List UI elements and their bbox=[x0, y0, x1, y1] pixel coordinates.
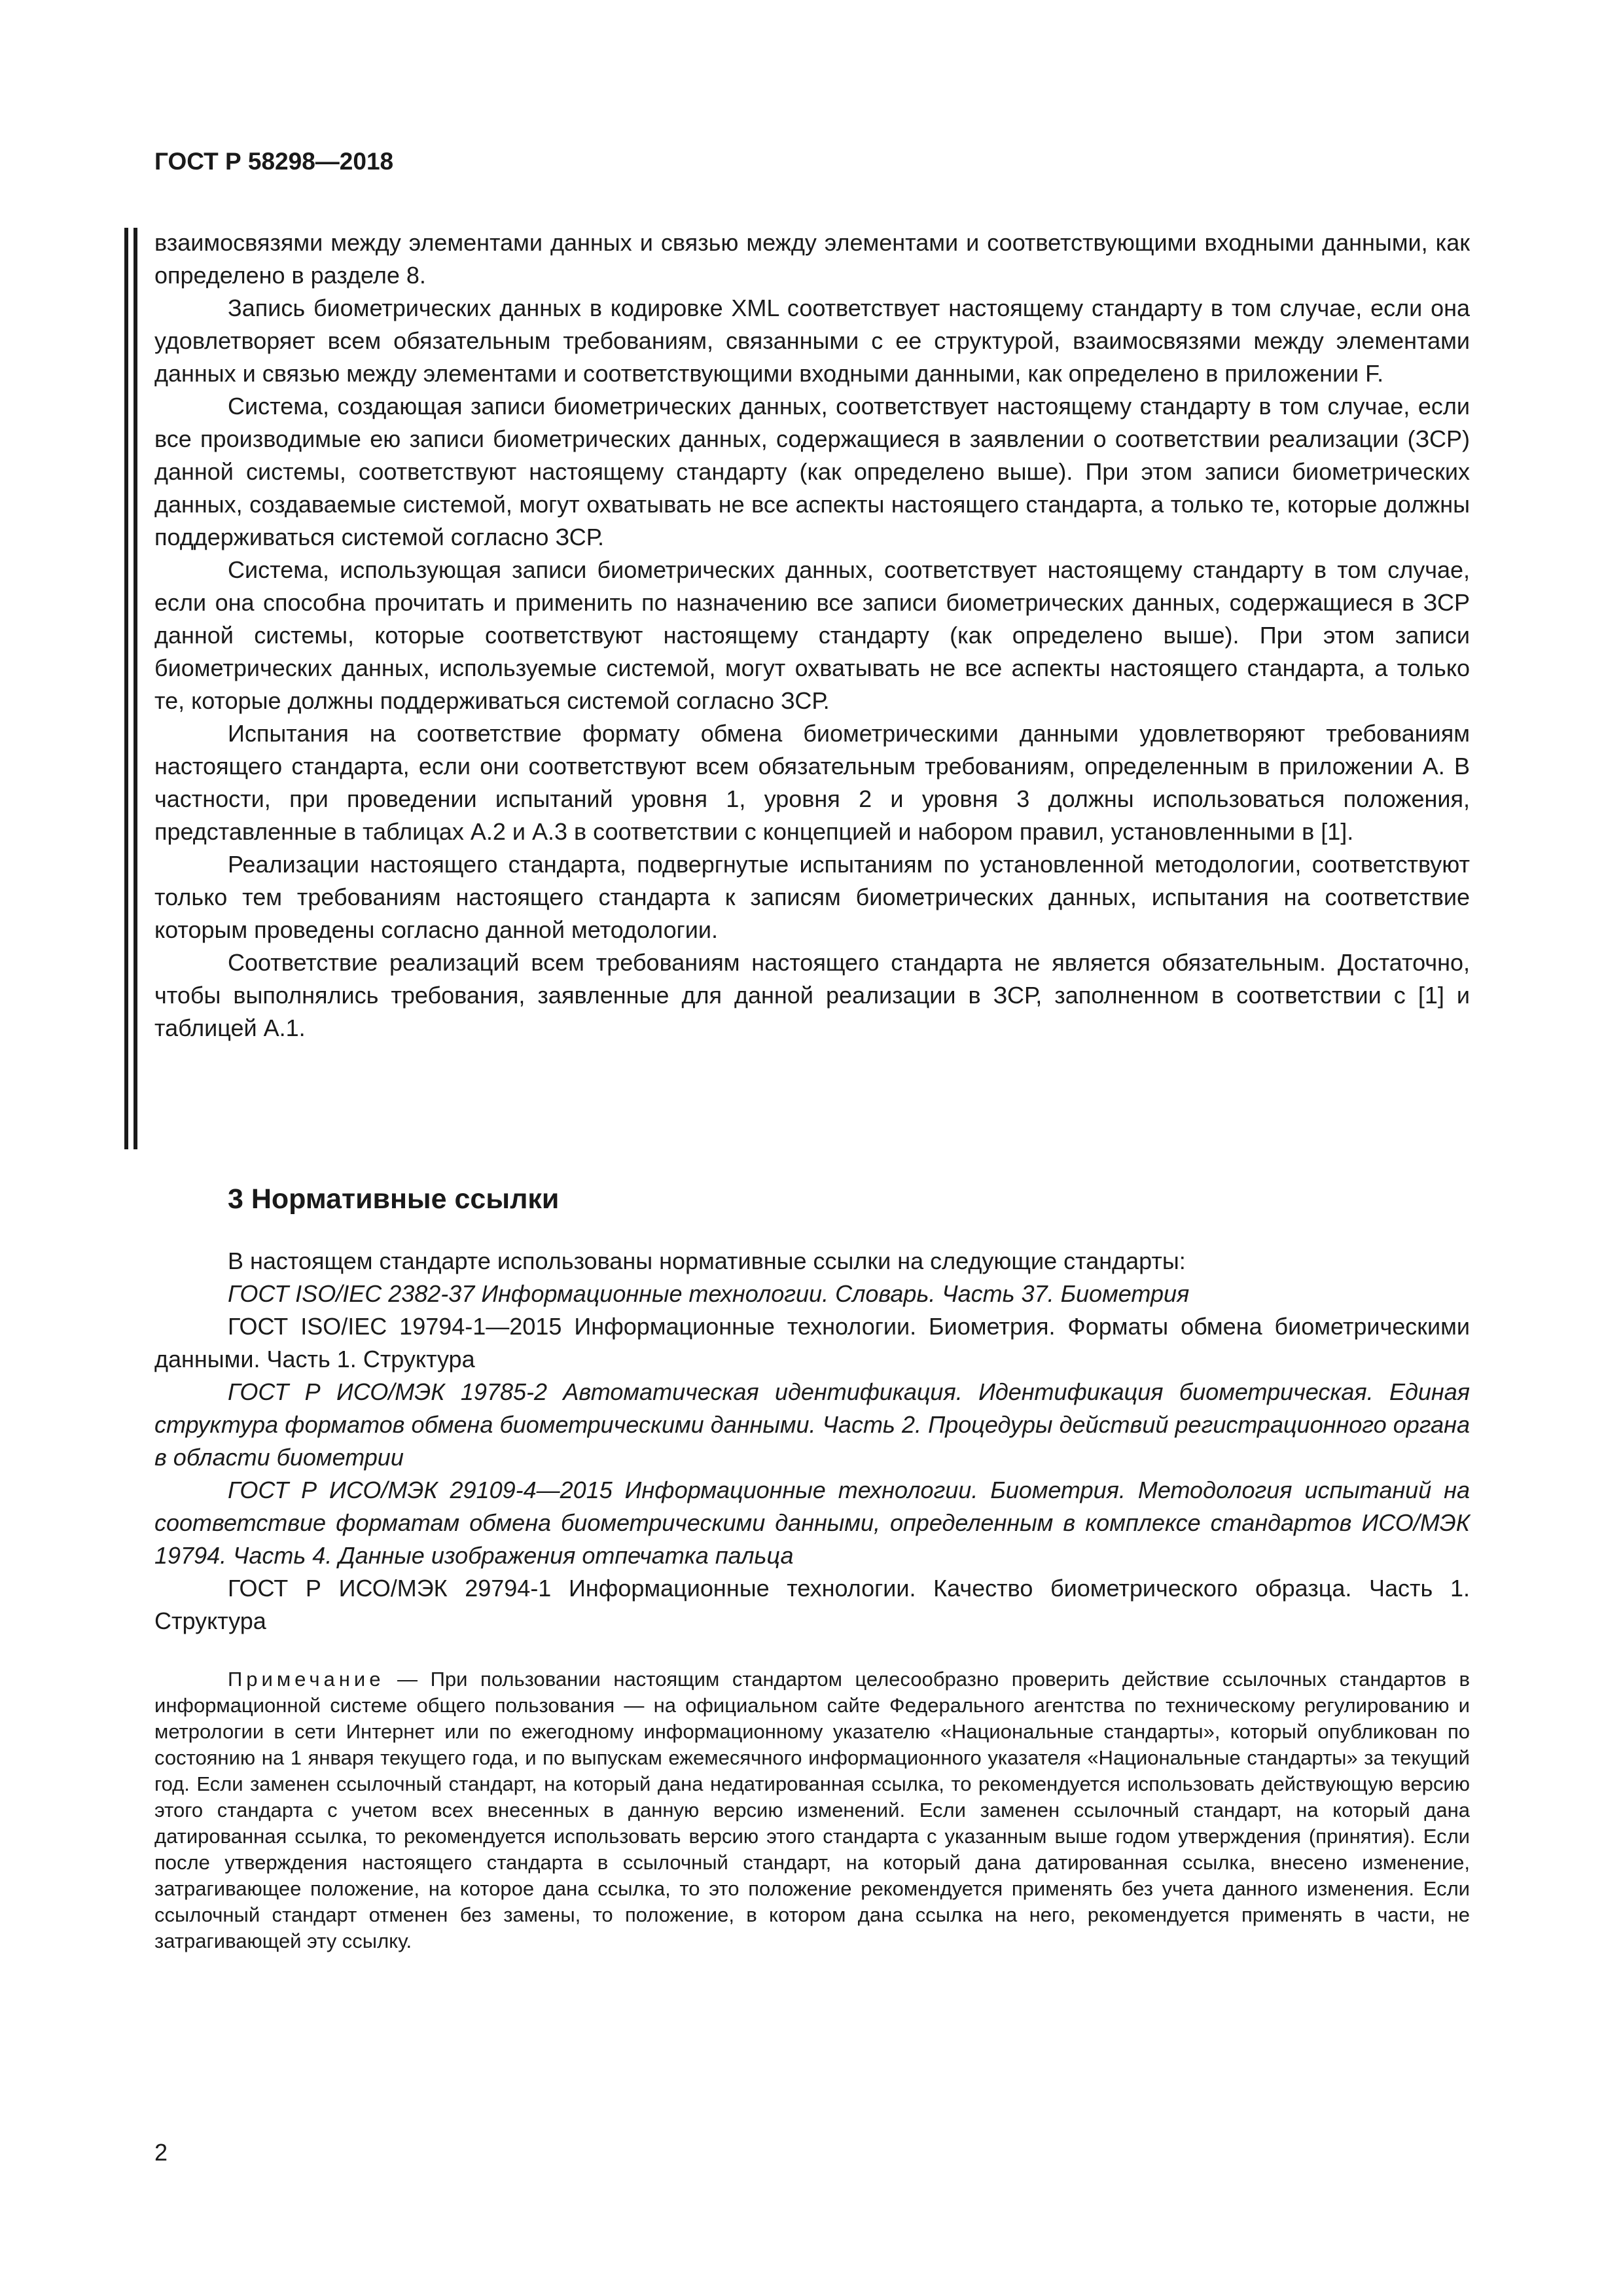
change-marker-bars bbox=[124, 228, 137, 1149]
document-header: ГОСТ Р 58298—2018 bbox=[154, 148, 394, 175]
paragraph: Испытания на соответствие формату обмена биометрическими данными удовлетворяют требованиям настоящего стандарта, если они соответствуют всем обязательным требованиям, определенным в приложении А. В частности, при проведении испытаний уровня 1, уровня 2 и уровня 3 должны использоваться положения, представленные в таблицах А.2 и А.3 в соответствии с концепцией и набором правил, установленными в [1]. bbox=[154, 720, 1470, 845]
section-heading: 3 Нормативные ссылки bbox=[228, 1183, 560, 1215]
reference-item: ГОСТ Р ИСО/МЭК 29794-1 Информационные технологии. Качество биометрического образца. Часть 1. Структура bbox=[154, 1575, 1470, 1634]
paragraph: взаимосвязями между элементами данных и связью между элементами и соответствующими входными данными, как определено в разделе 8. bbox=[154, 229, 1470, 289]
note-text: — При пользовании настоящим стандартом целесообразно проверить действие ссылочных стандартов в информационной системе общего пользования — на официальном сайте Федерального агентства по техническому регулированию и метрологии в сети Интернет или по ежегодному информационному указателю «Национальные стандарты», который опубликован по состоянию на 1 января текущего года, и по выпускам ежемесячного информационного указателя «Национальные стандарты» за текущий год. Если заменен ссылочный стандарт, на который дана недатированная ссылка, то рекомендуется использовать действующую версию этого стандарта с учетом всех внесенных в данную версию изменений. Если заменен ссылочный стандарт, на который дана датированная ссылка, то рекомендуется использовать версию этого стандарта с указанным выше годом утверждения (принятия). Если после утверждения настоящего стандарта в ссылочный стандарт, на который дана датированная ссылка, внесено изменение, затрагивающее положение, на которое дана ссылка, то это положение рекомендуется применять без учета данного изменения. Если ссылочный стандарт отменен без замены, то положение, в котором дана ссылка на него, рекомендуется применять в части, не затрагивающей эту ссылку. bbox=[154, 1668, 1470, 1952]
reference-item: ГОСТ ISO/IEC 2382-37 Информационные технологии. Словарь. Часть 37. Биометрия bbox=[228, 1280, 1190, 1307]
intro-text-block bbox=[154, 226, 1470, 1045]
reference-item: ГОСТ Р ИСО/МЭК 29109-4—2015 Информационные технологии. Биометрия. Методология испытаний на соответствие форматам обмена биометрическими данными, определенным в комплексе стандартов ИСО/МЭК 19794. Часть 4. Данные изображения отпечатка пальца bbox=[154, 1477, 1470, 1569]
paragraph: Реализации настоящего стандарта, подвергнутые испытаниям по установленной методологии, соответствуют только тем требованиям настоящего стандарта к записям биометрических данных, испытания на соответствие которым проведены согласно данной методологии. bbox=[154, 851, 1470, 943]
reference-item: ГОСТ ISO/IEC 19794-1—2015 Информационные технологии. Биометрия. Форматы обмена биометрическими данными. Часть 1. Структура bbox=[154, 1313, 1470, 1372]
change-bar-right bbox=[134, 228, 137, 1149]
note-label: Примечание bbox=[228, 1668, 385, 1691]
paragraph: Система, использующая записи биометрических данных, соответствует настоящему стандарту в том случае, если она способна прочитать и применить по назначению все записи биометрических данных, содержащиеся в ЗСР данной системы, которые соответствуют настоящему стандарту (как определено выше). При этом записи биометрических данных, используемые системой, могут охватывать не все аспекты настоящего стандарта, а только те, которые должны поддерживаться системой согласно ЗСР. bbox=[154, 556, 1470, 714]
reference-item: ГОСТ Р ИСО/МЭК 19785-2 Автоматическая идентификация. Идентификация биометрическая. Единая структура форматов обмена биометрическими данными. Часть 2. Процедуры действий регистрационного органа в области биометрии bbox=[154, 1378, 1470, 1471]
references-block bbox=[154, 1245, 1470, 1638]
change-bar-left bbox=[124, 228, 128, 1149]
paragraph: Система, создающая записи биометрических данных, соответствует настоящему стандарту в том случае, если все производимые ею записи биометрических данных, содержащиеся в заявлении о соответствии реализации (ЗСР) данной системы, соответствуют настоящему стандарту (как определено выше). При этом записи биометрических данных, создаваемые системой, могут охватывать не все аспекты настоящего стандарта, а только те, которые должны поддерживаться системой согласно ЗСР. bbox=[154, 393, 1470, 550]
page-number: 2 bbox=[154, 2139, 168, 2166]
paragraph: Соответствие реализаций всем требованиям настоящего стандарта не является обязательным. Достаточно, чтобы выполнялись требования, заявленные для данной реализации в ЗСР, заполненном в соответствии с [1] и таблицей А.1. bbox=[154, 949, 1470, 1041]
paragraph: Запись биометрических данных в кодировке XML соответствует настоящему стандарту в том случае, если она удовлетворяет всем обязательным требованиям, связанными с ее структурой, взаимосвязями между элементами данных и связью между элементами и соответствующими входными данными, как определено в приложении F. bbox=[154, 295, 1470, 387]
references-intro: В настоящем стандарте использованы нормативные ссылки на следующие стандарты: bbox=[228, 1247, 1186, 1274]
note-block bbox=[154, 1666, 1470, 1954]
